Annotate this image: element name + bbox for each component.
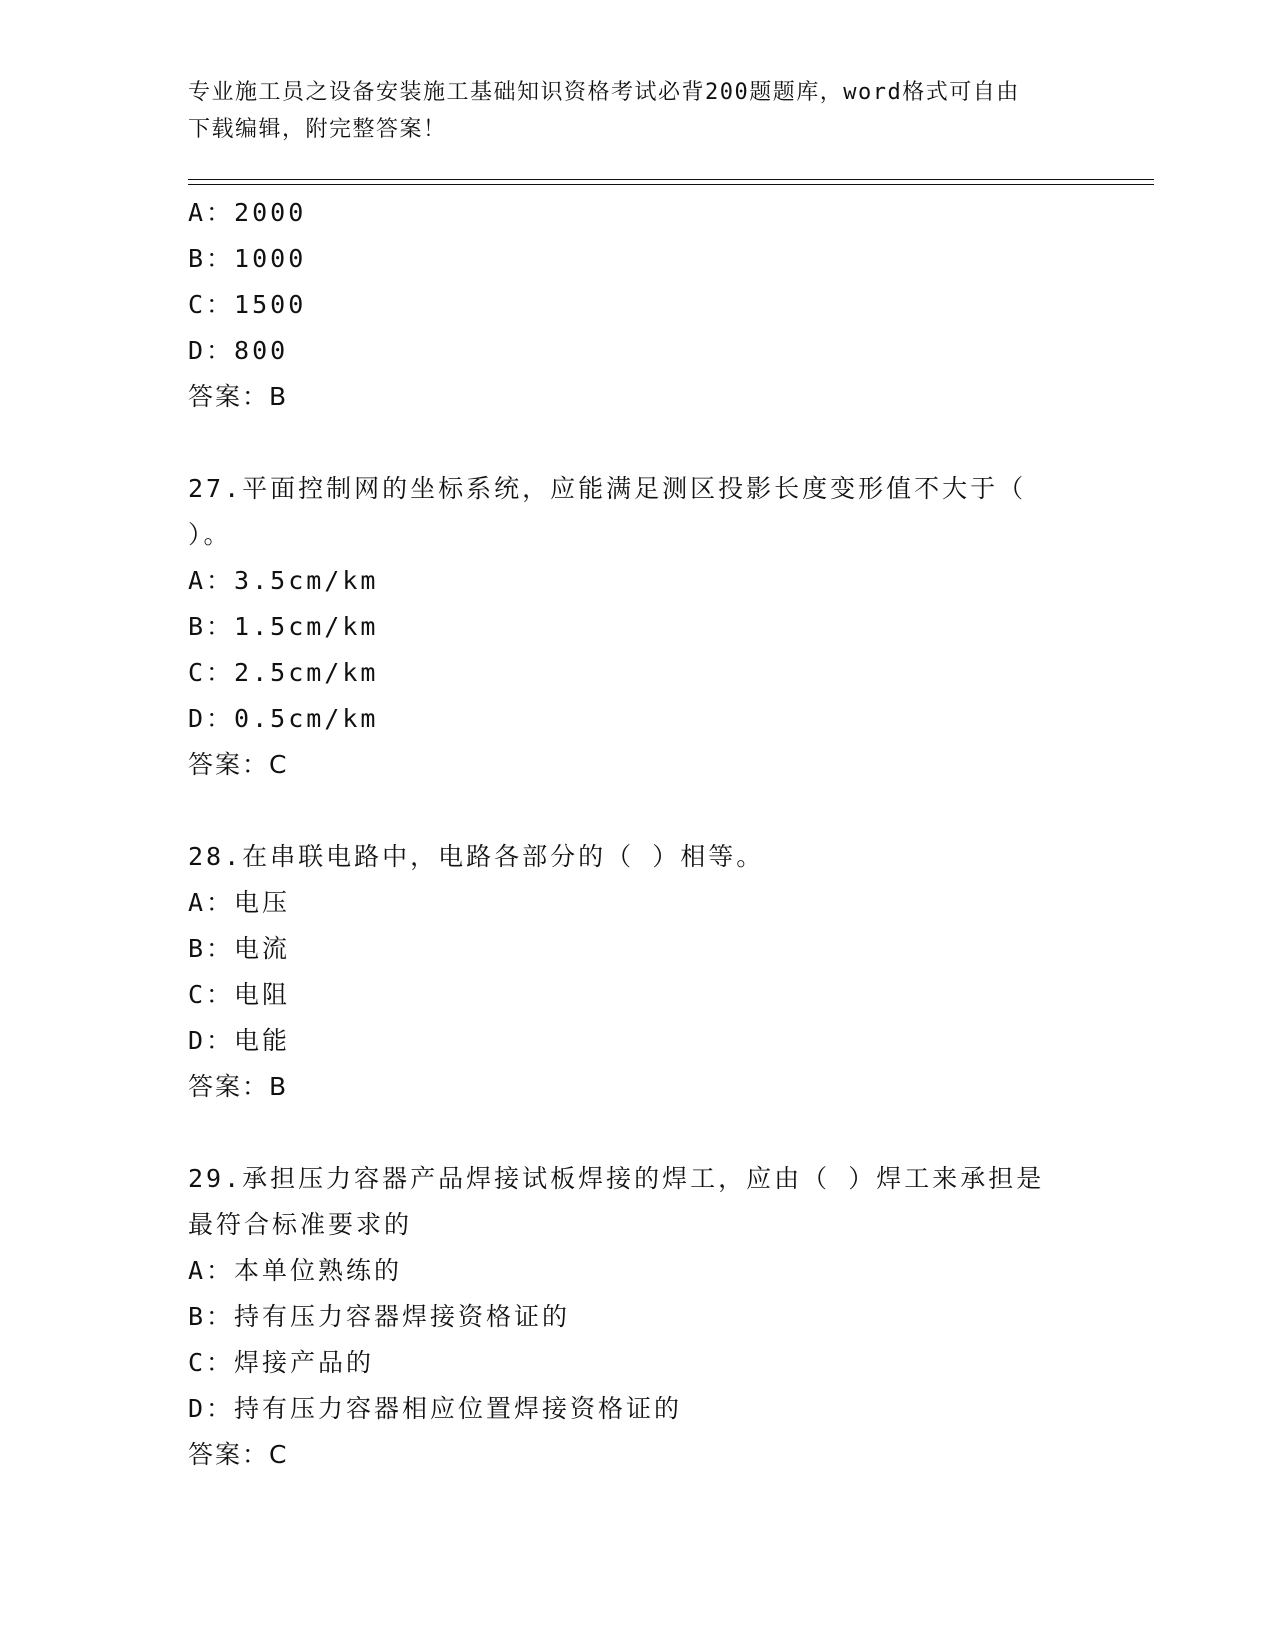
option-b: B：1.5cm/km [188,612,379,641]
option-d: D：800 [188,336,289,365]
header-title-line-2: 下载编辑，附完整答案！ [188,117,447,142]
option-b: B：持有压力容器焊接资格证的 [188,1302,571,1331]
question-block-continued [188,190,1088,420]
answer-label: 答案： [188,1072,270,1101]
answer-line [188,1064,1088,1110]
answer-line [188,742,1088,788]
option-c: C：1500 [188,290,307,319]
answer-value: C [269,750,288,779]
spacer [188,788,1088,834]
question-text-line-1: 29.承担压力容器产品焊接试板焊接的焊工，应由（ ）焊工来承担是 [188,1164,1045,1193]
question-text-line-1: 28.在串联电路中，电路各部分的（ ）相等。 [188,842,765,871]
spacer [188,420,1088,466]
question-text-line-1: 27.平面控制网的坐标系统，应能满足测区投影长度变形值不大于（ [188,474,1027,503]
question-block-29 [188,1156,1088,1478]
question-list [188,190,1088,1478]
answer-label: 答案： [188,1440,270,1469]
question-block-28 [188,834,1088,1110]
header-divider-top [188,179,1154,180]
answer-value: B [269,382,288,411]
option-c: C：电阻 [188,980,291,1009]
spacer [188,1110,1088,1156]
option-c: C：2.5cm/km [188,658,379,687]
option-d: D：电能 [188,1026,291,1055]
answer-value: B [269,1072,288,1101]
answer-label: 答案： [188,750,270,779]
option-a: A：3.5cm/km [188,566,379,595]
question-block-27 [188,466,1088,788]
option-a: A：本单位熟练的 [188,1256,403,1285]
header-divider-bottom [188,184,1154,185]
option-b: B：电流 [188,934,291,963]
answer-label: 答案： [188,382,270,411]
option-a: A：2000 [188,198,307,227]
answer-line [188,374,1088,420]
question-text-line-2: ）。 [188,520,232,549]
option-a: A：电压 [188,888,291,917]
answer-line [188,1432,1088,1478]
answer-value: C [269,1440,288,1469]
option-b: B：1000 [188,244,307,273]
question-text-line-2: 最符合标准要求的 [188,1210,413,1239]
header-title-line-1: 专业施工员之设备安装施工基础知识资格考试必背200题题库，word格式可自由 [188,80,1020,105]
option-d: D：0.5cm/km [188,704,379,733]
option-d: D：持有压力容器相应位置焊接资格证的 [188,1394,683,1423]
option-c: C：焊接产品的 [188,1348,375,1377]
document-header [188,74,1088,148]
